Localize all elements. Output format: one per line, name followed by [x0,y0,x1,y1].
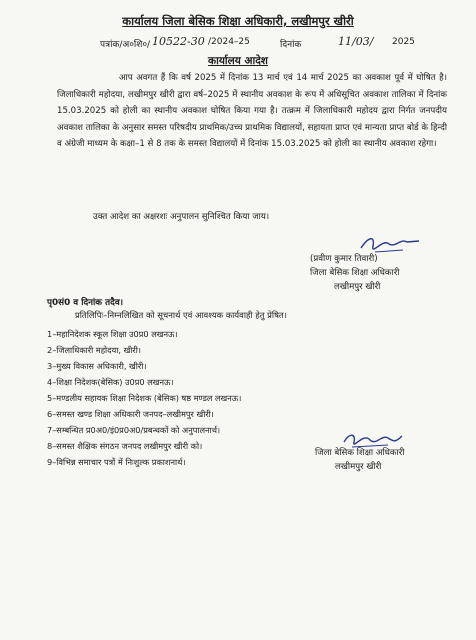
signatory-name: (प्रवीण कुमार तिवारी) [310,254,378,264]
date-value: 11/03/ [338,35,374,48]
list-item: 4–शिक्षा निदेशक(बेसिक) उ0प्र0 लखनऊ। [47,377,174,387]
list-item: 1–महानिदेशक स्कूल शिक्षा उ0प्र0 लखनऊ। [47,329,178,339]
list-item: 8–समस्त शैक्षिक संगठन जनपद लखीमपुर खीरी को। [47,441,203,451]
list-item: 9–विभिन्न समाचार पत्रों में निःशुल्क प्रकाशनार्थ। [47,457,186,467]
signatory-designation: जिला बेसिक शिक्षा अधिकारी [310,268,400,278]
ref-suffix: /2024–25 [208,37,250,47]
endorsement-heading: पृ0सं0 व दिनांक तदैव। [47,298,124,308]
signatory-designation-2: जिला बेसिक शिक्षा अधिकारी [315,448,405,458]
ref-prefix: पत्रांक/अ०शि०/ [100,40,151,50]
order-paragraph-text: आप अवगत हैं कि वर्ष 2025 में दिनांक 13 मार्च एवं 14 मार्च 2025 का अवकाश पूर्व में घोषित है। जिलाधिकारी महोदया, लखीमपुर खीरी द्वारा वर्ष–2025 में स्थानीय अवकाश के रूप में अधिसूचित अवकाश तालिका में दिनांक 15.03.2025 को होली का स्थानीय अवकाश घोषित किया गया है। तत्क्रम में जिलाधिकारी महोदय द्वारा निर्गत जनपदीय अवकाश तालिका के अनुसार समस्त परिषदीय प्राथमिक/उच्च प्राथमिक विद्यालयों, सहायता प्राप्त एवं मान्यता प्राप्त बोर्ड के हिन्दी व अंग्रेजी माध्यम के कक्षा–1 से 8 तक के समस्त विद्यालयों में दिनांक 15.03.2025 को होली का स्थानीय अवकाश रहेगा। [57,73,447,150]
list-item: 2–जिलाधिकारी महोदया, खीरी। [47,345,141,355]
list-item: 6–समस्त खण्ड शिक्षा अधिकारी जनपद–लखीमपुर खीरी। [47,409,214,419]
office-title-text: कार्यालय जिला बेसिक शिक्षा अधिकारी, लखीमपुर खीरी [122,14,354,28]
date-year: 2025 [392,37,415,47]
date-label: दिनांक [280,40,302,50]
ref-number: 10522-30 [152,35,205,48]
signatory-location-2: लखीमपुर खीरी [335,462,382,472]
list-item: 5–मण्डलीय सहायक शिक्षा निदेशक (बेसिक) षष्ठ मण्डल लखनऊ। [47,393,242,403]
office-title [0,14,476,29]
copy-intro [47,310,287,321]
compliance-text: उक्त आदेश का अक्षरशः अनुपालन सुनिश्चित किया जाय। [93,212,270,222]
list-item: 7–सम्बन्धित प्र0अ0/इं0प्र0अ0/प्रबन्धकों को अनुपालनार्थ। [47,425,221,435]
list-item: 3–मुख्य विकास अधिकारी, खीरी। [47,361,147,371]
copy-recipient-list [47,326,241,470]
copy-intro-text: प्रतिलिपिः–निम्नलिखित को सूचनार्थ एवं आवश्यक कार्यवाही हेतु प्रेषित। [75,310,287,320]
signature-block-2 [315,446,405,474]
signature-block-1 [310,252,400,294]
order-heading: कार्यालय आदेश [208,55,268,67]
order-paragraph [57,70,447,153]
compliance-line [57,210,447,224]
signatory-location: लखीमपुर खीरी [334,282,381,292]
